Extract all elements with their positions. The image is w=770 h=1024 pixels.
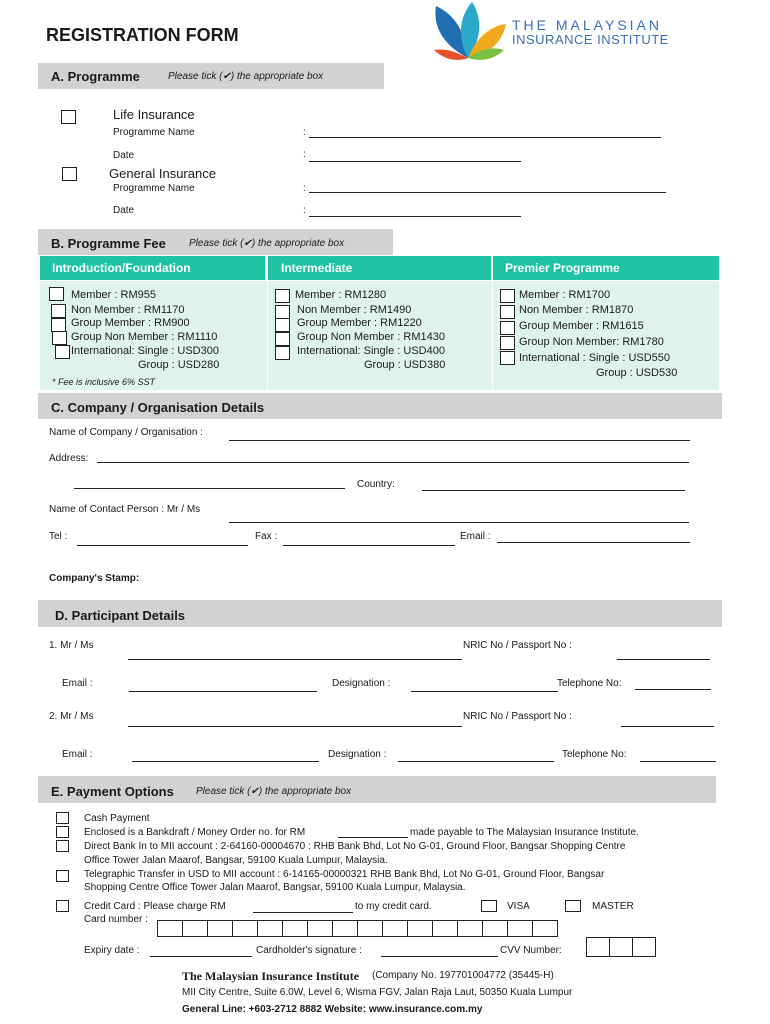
- participant-1-designation-label: Designation :: [332, 678, 391, 689]
- card-digit-box[interactable]: [307, 920, 333, 937]
- participant-1-nric-label: NRIC No / Passport No :: [463, 640, 572, 651]
- cash-payment-label: Cash Payment: [84, 813, 150, 824]
- section-a-header: [38, 63, 384, 89]
- participant-2-nric-label: NRIC No / Passport No :: [463, 711, 572, 722]
- expiry-date-field[interactable]: [150, 956, 252, 957]
- card-digit-box[interactable]: [532, 920, 558, 937]
- credit-card-checkbox[interactable]: [56, 900, 69, 912]
- section-d-header: [38, 600, 722, 627]
- section-a-note: Please tick (✔) the appropriate box: [168, 71, 324, 82]
- cvv-boxes[interactable]: [586, 937, 655, 957]
- general-date-label: Date: [113, 205, 135, 216]
- email-field[interactable]: [497, 542, 690, 543]
- intermediate-header-label: Intermediate: [281, 261, 353, 275]
- master-checkbox[interactable]: [565, 900, 581, 912]
- life-date-field[interactable]: [309, 161, 521, 162]
- fee-option-checkbox[interactable]: [275, 289, 290, 303]
- card-digit-box[interactable]: [232, 920, 258, 937]
- card-digit-box[interactable]: [207, 920, 233, 937]
- footer-address: MII City Centre, Suite 6.0W, Level 6, Wisma FGV, Jalan Raja Laut, 50350 Kuala Lumpur: [182, 987, 573, 998]
- visa-label: VISA: [507, 901, 530, 912]
- intro-foundation-header-label: Introduction/Foundation: [52, 261, 191, 275]
- fee-option-label: Group Non Member : RM1110: [71, 331, 218, 343]
- direct-bank-in-address: Office Tower Jalan Maarof, Bangsar, 59100 Kuala Lumpur, Malaysia.: [84, 855, 388, 866]
- colon: :: [303, 127, 306, 138]
- participant-1-label: 1. Mr / Ms: [49, 640, 94, 651]
- cvv-digit-box[interactable]: [586, 937, 610, 957]
- participant-2-telephone-field[interactable]: [640, 761, 716, 762]
- country-label: Country:: [357, 479, 395, 490]
- fee-option-label: Group Member : RM900: [71, 317, 190, 329]
- intermediate-header: [268, 256, 491, 280]
- general-insurance-label: General Insurance: [109, 166, 216, 181]
- card-number-boxes[interactable]: [157, 920, 557, 937]
- participant-1-email-field[interactable]: [129, 691, 317, 692]
- group-fee-label: Group : USD380: [364, 359, 446, 371]
- card-digit-box[interactable]: [182, 920, 208, 937]
- life-programme-name-label: Programme Name: [113, 127, 195, 138]
- section-b-header: [38, 229, 393, 255]
- participant-2-email-label: Email :: [62, 749, 93, 760]
- section-e-note: Please tick (✔) the appropriate box: [196, 786, 352, 797]
- card-digit-box[interactable]: [257, 920, 283, 937]
- fee-note: * Fee is inclusive 6% SST: [52, 377, 156, 387]
- participant-2-nric-field[interactable]: [621, 726, 714, 727]
- tel-label: Tel :: [49, 531, 68, 542]
- participant-2-name-field[interactable]: [128, 726, 462, 727]
- bankdraft-label: Enclosed is a Bankdraft / Money Order no. for RM: [84, 827, 306, 838]
- credit-card-label: Credit Card : Please charge RM: [84, 901, 226, 912]
- address-line-1-field[interactable]: [97, 462, 689, 463]
- group-fee-label: Group : USD280: [138, 359, 220, 371]
- mii-logo: [428, 0, 508, 62]
- section-c-header: [38, 393, 722, 419]
- master-label: MASTER: [592, 901, 634, 912]
- direct-bank-in-label: Direct Bank In to MII account : 2-64160-00004670 : RHB Bank Bhd, Lot No G-01, Ground Floor, Bangsar Shopping Centre: [84, 841, 626, 852]
- footer-company-no: (Company No. 197701004772 (35445-H): [372, 970, 554, 981]
- card-digit-box[interactable]: [482, 920, 508, 937]
- fee-option-label: International: Single : USD300: [71, 345, 219, 357]
- participant-1-email-label: Email :: [62, 678, 93, 689]
- fee-divider: [267, 281, 268, 390]
- fee-option-checkbox[interactable]: [275, 332, 290, 346]
- email-label: Email :: [460, 531, 491, 542]
- bankdraft-checkbox[interactable]: [56, 826, 69, 838]
- general-date-field[interactable]: [309, 216, 521, 217]
- company-name-field[interactable]: [229, 440, 690, 441]
- fee-option-checkbox[interactable]: [275, 318, 290, 332]
- fax-label: Fax :: [255, 531, 278, 542]
- card-digit-box[interactable]: [457, 920, 483, 937]
- colon: :: [303, 149, 306, 160]
- footer-contact: General Line: +603-2712 8882 Website: www.insurance.com.my: [182, 1004, 483, 1015]
- fee-option-checkbox[interactable]: [52, 331, 67, 345]
- brand-line-1: THE MALAYSIAN: [512, 17, 662, 33]
- brand-line-2: INSURANCE INSTITUTE: [512, 32, 669, 47]
- card-digit-box[interactable]: [157, 920, 183, 937]
- participant-2-designation-field[interactable]: [398, 761, 554, 762]
- cardholder-signature-label: Cardholder's signature :: [256, 945, 362, 956]
- participant-1-nric-field[interactable]: [617, 659, 710, 660]
- participant-2-designation-label: Designation :: [328, 749, 387, 760]
- participant-1-name-field[interactable]: [128, 659, 462, 660]
- fee-option-label: International: Single : USD400: [297, 345, 445, 357]
- life-programme-name-field[interactable]: [309, 137, 661, 138]
- cardholder-signature-field[interactable]: [381, 956, 498, 957]
- section-c-title: C. Company / Organisation Details: [51, 400, 265, 415]
- footer-org-name: The Malaysian Insurance Institute: [182, 969, 360, 983]
- intro-foundation-header: [40, 256, 265, 280]
- section-d-title: D. Participant Details: [55, 608, 186, 623]
- group-fee-label: Group : USD530: [596, 367, 678, 379]
- fee-option-label: Member : RM955: [71, 289, 156, 301]
- logo-petals-icon: [428, 0, 508, 62]
- card-digit-box[interactable]: [507, 920, 533, 937]
- card-digit-box[interactable]: [282, 920, 308, 937]
- colon: :: [303, 205, 306, 216]
- fee-option-label: Non Member : RM1870: [519, 304, 634, 316]
- cvv-digit-box[interactable]: [632, 937, 656, 957]
- participant-2-label: 2. Mr / Ms: [49, 711, 94, 722]
- section-b-title: B. Programme Fee: [51, 236, 166, 251]
- life-insurance-checkbox[interactable]: [61, 110, 76, 124]
- fee-option-checkbox[interactable]: [49, 287, 64, 301]
- fax-field[interactable]: [283, 545, 455, 546]
- participant-2-email-field[interactable]: [132, 761, 319, 762]
- fee-option-checkbox[interactable]: [55, 345, 70, 359]
- visa-checkbox[interactable]: [481, 900, 497, 912]
- premier-header: [493, 256, 719, 280]
- card-digit-box[interactable]: [432, 920, 458, 937]
- country-field[interactable]: [422, 490, 685, 491]
- fee-divider: [492, 281, 493, 390]
- fee-option-checkbox[interactable]: [275, 305, 290, 319]
- fee-option-checkbox[interactable]: [51, 318, 66, 332]
- expiry-date-label: Expiry date :: [84, 945, 140, 956]
- credit-card-amount-field[interactable]: [253, 912, 353, 913]
- address-line-2-field[interactable]: [74, 488, 345, 489]
- card-digit-box[interactable]: [407, 920, 433, 937]
- company-stamp-label: Company's Stamp:: [49, 573, 140, 584]
- fee-option-label: Group Non Member : RM1430: [297, 331, 445, 343]
- section-e-title: E. Payment Options: [51, 784, 174, 799]
- contact-person-field[interactable]: [229, 522, 689, 523]
- fee-option-label: Member : RM1700: [519, 289, 611, 301]
- credit-card-suffix: to my credit card.: [355, 901, 432, 912]
- section-b-note: Please tick (✔) the appropriate box: [189, 238, 345, 249]
- participant-1-telephone-label: Telephone No:: [557, 678, 622, 689]
- colon: :: [303, 183, 306, 194]
- life-insurance-label: Life Insurance: [113, 107, 195, 122]
- telegraphic-transfer-address: Shopping Centre Office Tower Jalan Maarof, Bangsar, 59100 Kuala Lumpur, Malaysia.: [84, 882, 466, 893]
- cash-payment-checkbox[interactable]: [56, 812, 69, 824]
- bankdraft-payable-label: made payable to The Malaysian Insurance Institute.: [410, 827, 639, 838]
- fee-option-checkbox[interactable]: [500, 336, 515, 350]
- address-label: Address:: [49, 453, 89, 464]
- life-date-label: Date: [113, 150, 135, 161]
- card-number-label: Card number :: [84, 914, 148, 925]
- fee-option-label: International : Single : USD550: [519, 352, 671, 364]
- fee-option-checkbox[interactable]: [275, 346, 290, 360]
- fee-option-label: Group Non Member: RM1780: [519, 336, 664, 348]
- general-insurance-checkbox[interactable]: [62, 167, 77, 181]
- cvv-label: CVV Number:: [500, 945, 562, 956]
- fee-option-label: Non Member : RM1170: [71, 304, 185, 316]
- company-name-label: Name of Company / Organisation :: [49, 427, 203, 438]
- form-title: REGISTRATION FORM: [46, 25, 239, 45]
- fee-option-label: Group Member : RM1220: [297, 317, 422, 329]
- card-digit-box[interactable]: [357, 920, 383, 937]
- fee-option-label: Non Member : RM1490: [297, 304, 412, 316]
- direct-bank-in-checkbox[interactable]: [56, 840, 69, 852]
- bankdraft-amount-field[interactable]: [338, 837, 408, 838]
- tel-field[interactable]: [77, 545, 248, 546]
- premier-header-label: Premier Programme: [505, 261, 620, 275]
- fee-option-checkbox[interactable]: [500, 321, 515, 335]
- card-digit-box[interactable]: [382, 920, 408, 937]
- section-e-header: [38, 776, 716, 803]
- telegraphic-transfer-checkbox[interactable]: [56, 870, 69, 882]
- contact-person-label: Name of Contact Person : Mr / Ms: [49, 504, 201, 515]
- participant-1-telephone-field[interactable]: [635, 689, 711, 690]
- participant-1-designation-field[interactable]: [411, 691, 558, 692]
- fee-option-checkbox[interactable]: [500, 351, 515, 365]
- section-a-title: A. Programme: [51, 69, 140, 84]
- fee-option-checkbox[interactable]: [500, 305, 515, 319]
- fee-option-checkbox[interactable]: [51, 304, 66, 318]
- general-programme-name-label: Programme Name: [113, 183, 195, 194]
- fee-option-label: Group Member : RM1615: [519, 320, 644, 332]
- telegraphic-transfer-label: Telegraphic Transfer in USD to MII account : 6-14165-00000321 RHB Bank Bhd, Lot No G-01, Ground Floor, Bangsar: [84, 869, 605, 880]
- cvv-digit-box[interactable]: [609, 937, 633, 957]
- general-programme-name-field[interactable]: [309, 192, 666, 193]
- fee-option-checkbox[interactable]: [500, 289, 515, 303]
- fee-option-label: Member : RM1280: [295, 289, 387, 301]
- participant-2-telephone-label: Telephone No:: [562, 749, 627, 760]
- card-digit-box[interactable]: [332, 920, 358, 937]
